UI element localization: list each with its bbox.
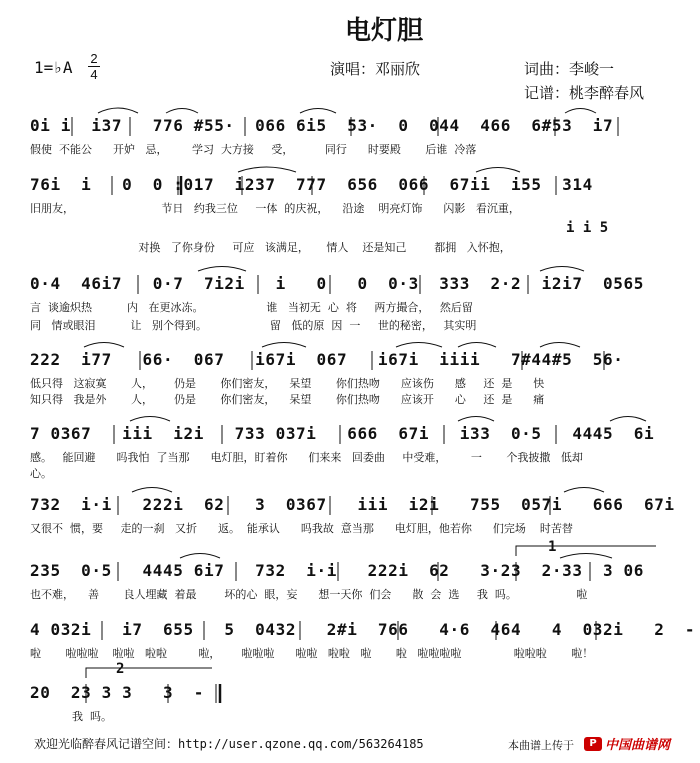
score-row-4-notes: 222 i77 66· 067 i67i 067 i67i iiii 7#44#5 56· (30, 350, 624, 369)
song-title: 电灯胆 (345, 16, 424, 46)
score-row-2-lyrics-2: 对换 了你身份 可应 该满足， 情人 还是知己 都拥 入怀抱， (30, 241, 511, 254)
score-row-9-notes: 20 23 3 3 3 - (30, 683, 204, 702)
row-2-barlines (112, 176, 556, 195)
row-3-barlines (138, 275, 528, 294)
time-signature-top: 2 (90, 51, 98, 66)
row-6-slurs (132, 488, 604, 493)
logo-text: 中国曲谱网 (605, 738, 671, 753)
score-row-5-notes: 7 0367 iii i2i 733 037i 666 67i i33 0·5 4445 6i (30, 424, 655, 443)
row-1-slurs (98, 108, 596, 113)
footer-credit: 欢迎光临醉春风记谱空间：http://user.qzone.qq.com/563264185 (34, 737, 424, 751)
site-logo[interactable] (584, 734, 670, 753)
row-3-slurs (198, 267, 584, 272)
score-row-8-notes: 4 032i i7 655 5 0432 2#i 766 4·6 464 4 032i 2 - (30, 620, 696, 639)
row-6-barlines (118, 496, 550, 515)
score-row-3-notes: 0·4 46i7 0·7 7i2i i 0 0 0·3 333 2·2 i2i7 0565 (30, 274, 644, 293)
score-row-8-lyrics: 啦 啦啦啦 啦啦 啦啦 啦， 啦啦啦 啦啦 啦啦 啦 啦 啦啦啦啦 啦啦啦 啦！ (30, 647, 594, 660)
row-2-slurs (238, 167, 520, 172)
row-4-slurs (84, 343, 580, 348)
score-row-4-lyrics-2: 知只得 我是外 人， 仍是 你们密友， 呆望 你们热吻 应该开 心 还 是 痛 (30, 393, 545, 406)
alt-melody-notes: i i 5 (566, 220, 609, 236)
score-row-3-lyrics-2: 同 情或眼泪 让 别个得到。 留 低的原 因 一 世的秘密， 其实明 (30, 319, 477, 332)
row-4-barlines (140, 351, 604, 370)
composer-credit: 词曲：李峻一 (524, 60, 615, 78)
score-row-4-lyrics-1: 低只得 这寂寞 人， 仍是 你们密友， 呆望 你们热吻 应该伤 感 还 是 快 (30, 377, 545, 390)
row-9-barlines (86, 684, 220, 703)
row-7-slurs (180, 554, 612, 559)
key-signature: 1=♭A (34, 58, 73, 77)
score-row-2-notes: 76i i 0 0 :017 i237 777 656 066 67ii i55 314 (30, 175, 593, 194)
logo-mark-icon: P (584, 737, 602, 751)
score-row-9-lyrics: 我 吗。 (30, 710, 112, 723)
row-1-barlines (72, 117, 618, 136)
volta-bracket-1 (516, 546, 656, 556)
row-5-slurs (130, 417, 646, 422)
row-8-barlines (102, 621, 596, 640)
score-row-1-notes: 0i i i37 776 #55· 066 6i5 53· 0 044 466 6#53 i7 (30, 116, 614, 135)
footer-upload-note: 本曲谱上传于 (508, 739, 574, 752)
score-row-6-lyrics: 又很不 惯，要 走的一刹 又折 返。 能承认 吗我故 意当那 电灯胆，他若你 们完场 时苦替 (30, 522, 573, 535)
volta-number-2: 2 (116, 661, 125, 677)
score-row-5-lyrics-1: 感。 能回避 吗我怕 了当那 电灯胆，盯着你 们来来 回委曲 中受难， 一 个我披撒 低却 (30, 451, 583, 464)
score-row-3-lyrics-1: 言 谈逾炽热 内 在更冰冻。 谁 当初无 心 将 两方撮合， 然后留 (30, 301, 473, 314)
row-7-barlines (118, 562, 590, 581)
singer-credit: 演唱：邓丽欣 (330, 60, 421, 78)
row-5-barlines (114, 425, 556, 444)
volta-number-1: 1 (548, 539, 557, 555)
score-row-7-notes: 235 0·5 4445 6i7 732 i·i 222i 62 3·23 2·33 3 06 (30, 561, 644, 580)
transcriber-credit: 记谱：桃李醉春风 (524, 84, 645, 102)
score-row-1-lyrics: 假使 不能公 开妒 忌， 学习 大方接 受， 同行 时要殿 后谁 冷落 (30, 143, 477, 156)
time-signature-bottom: 4 (90, 67, 98, 82)
score-row-5-lyrics-2: 心。 (30, 467, 52, 480)
score-row-7-lyrics: 也不难， 善 良人埋藏 着最 坏的心 眼，妄 想一天你 们会 散 会 选 我 吗。 啦 (30, 588, 588, 601)
volta-bracket-2 (86, 668, 212, 678)
score-row-2-lyrics-1: 旧朋友， 节日 约我三位 一体 的庆祝， 沿途 明亮灯饰 闪影 看沉重， (30, 202, 520, 215)
score-row-6-notes: 732 i·i 222i 62 3 0367 iii i2i 755 057i 666 67i (30, 495, 675, 514)
